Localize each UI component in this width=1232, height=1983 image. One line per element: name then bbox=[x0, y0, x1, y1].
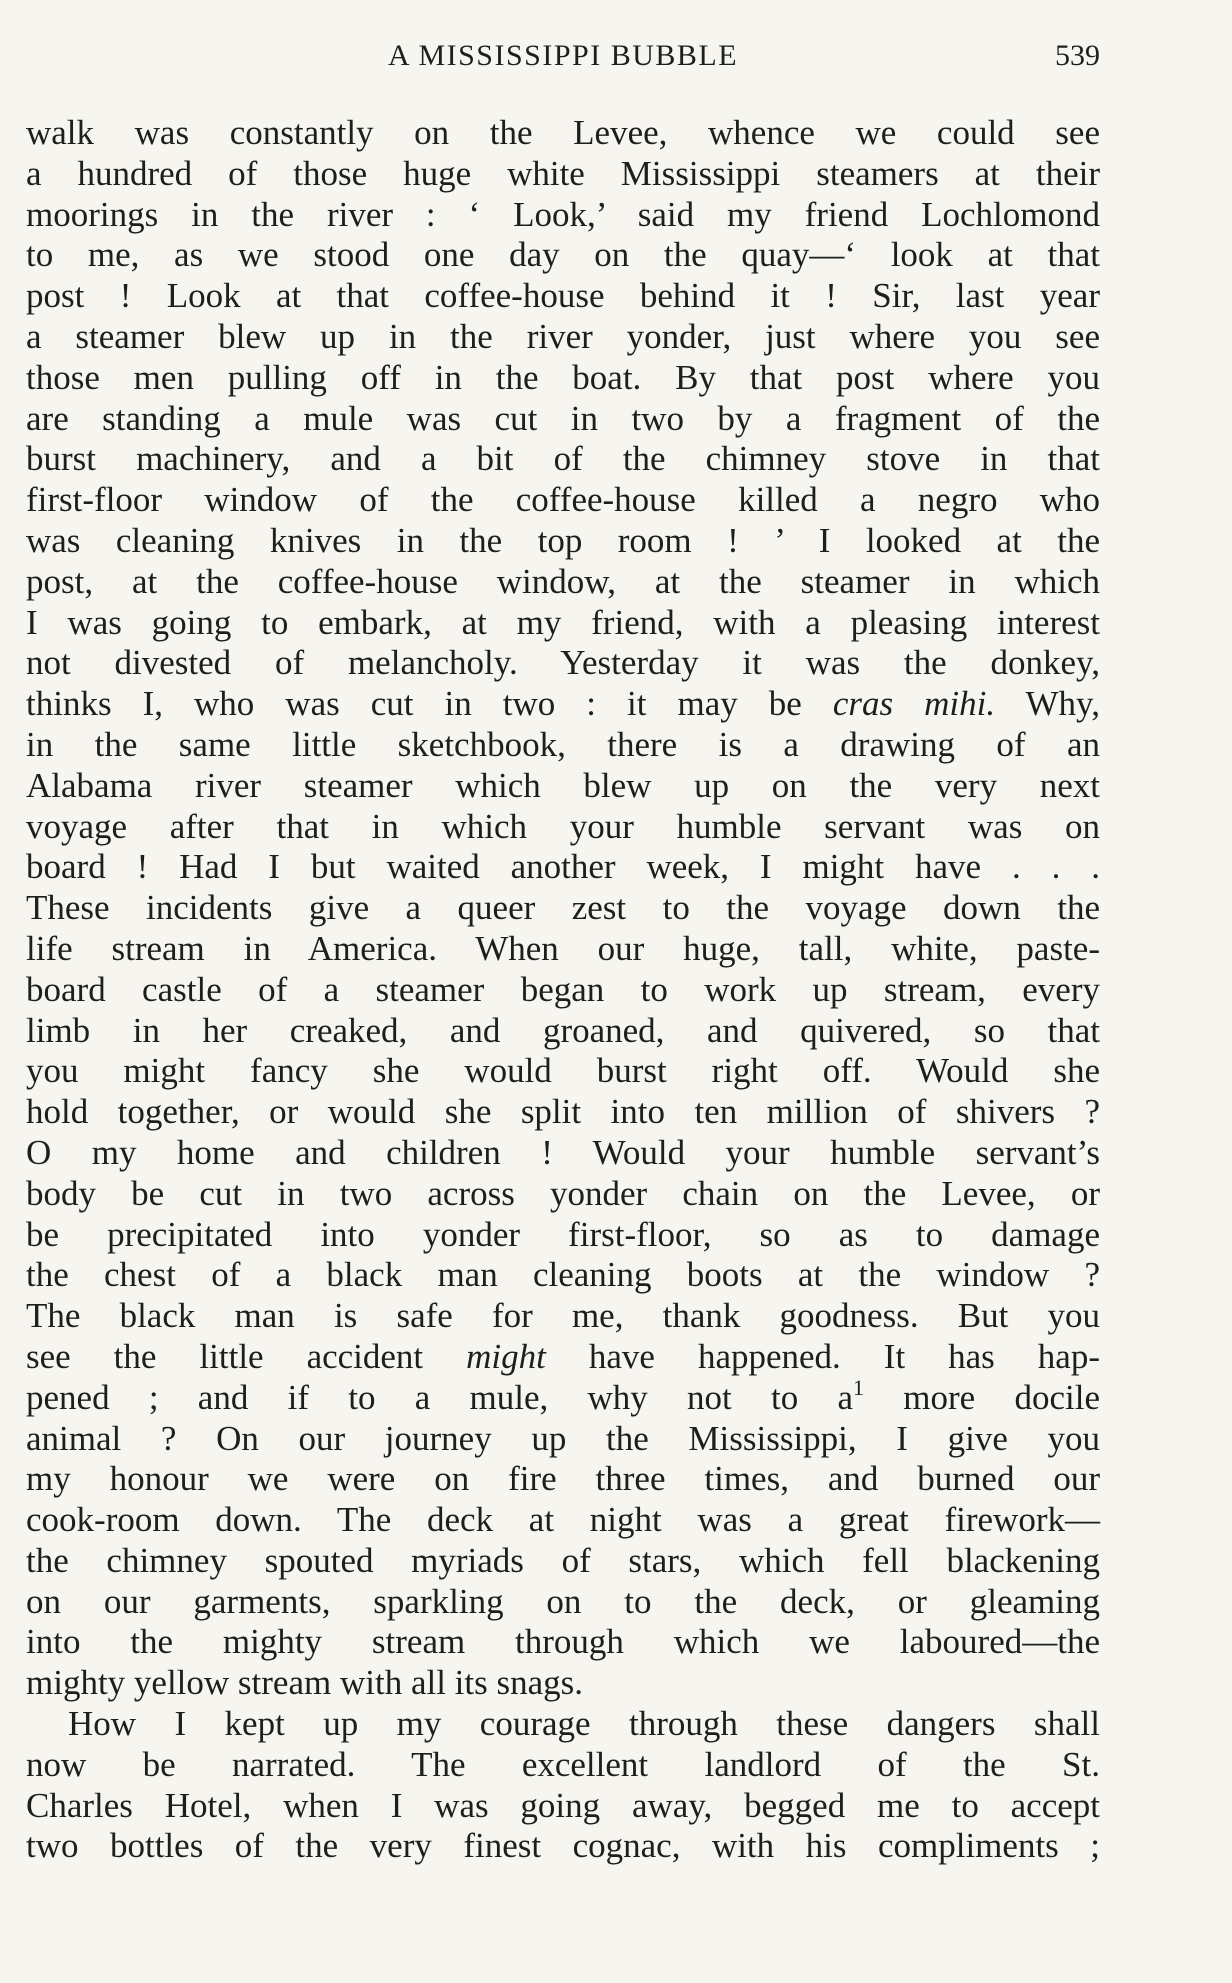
text-line: to me, as we stood one day on the quay—‘ look at that bbox=[26, 235, 1100, 275]
text-line: those men pulling off in the boat. By that post where you bbox=[26, 357, 1100, 397]
text-line: be precipitated into yonder first-floor, so as to damage bbox=[26, 1214, 1100, 1254]
text-line: post ! Look at that coffee-house behind it ! Sir, last year bbox=[26, 276, 1100, 316]
text-line: Charles Hotel, when I was going away, begged me to accept bbox=[26, 1785, 1100, 1825]
text-line: you might fancy she would burst right off. Would she bbox=[26, 1051, 1100, 1091]
text-line: cook-room down. The deck at night was a great firework— bbox=[26, 1500, 1100, 1540]
text-line bbox=[26, 1374, 1100, 1419]
text-line: Alabama river steamer which blew up on the very next bbox=[26, 765, 1100, 805]
text-line: a steamer blew up in the river yonder, just where you see bbox=[26, 316, 1100, 356]
text-line: first-floor window of the coffee-house killed a negro who bbox=[26, 480, 1100, 520]
text-line: animal ? On our journey up the Mississippi, I give you bbox=[26, 1418, 1100, 1458]
italic-text: might bbox=[466, 1336, 546, 1376]
text-line: now be narrated. The excellent landlord of the St. bbox=[26, 1744, 1100, 1784]
text-line: are standing a mule was cut in two by a fragment of the bbox=[26, 398, 1100, 438]
text-line: life stream in America. When our huge, tall, white, paste- bbox=[26, 928, 1100, 968]
text-run: pened ; and if to a mule, why not to a bbox=[26, 1377, 854, 1417]
running-head bbox=[26, 34, 1100, 78]
paragraph-last-line: mighty yellow stream with all its snags. bbox=[26, 1663, 584, 1703]
text-line: board castle of a steamer began to work up stream, every bbox=[26, 969, 1100, 1009]
text-line: limb in her creaked, and groaned, and quivered, so that bbox=[26, 1010, 1100, 1050]
text-run: Why, bbox=[995, 684, 1101, 724]
footnote-marker: 1 bbox=[853, 1374, 865, 1400]
text-line: my honour we were on fire three times, and burned our bbox=[26, 1459, 1100, 1499]
text-run: see the little accident bbox=[26, 1336, 467, 1376]
text-line: the chimney spouted myriads of stars, which fell blackening bbox=[26, 1540, 1100, 1580]
paragraph-first-line: How I kept up my courage through these dangers shall bbox=[68, 1704, 1100, 1744]
text-line: walk was constantly on the Levee, whence we could see bbox=[26, 113, 1100, 152]
text-run: have happened. It has hap- bbox=[545, 1336, 1100, 1376]
text-line: The black man is safe for me, thank goodness. But you bbox=[26, 1296, 1100, 1336]
text-line: I was going to embark, at my friend, with a pleasing interest bbox=[26, 602, 1100, 642]
running-title: A MISSISSIPPI BUBBLE bbox=[387, 39, 739, 72]
text-line: hold together, or would she split into ten million of shivers ? bbox=[26, 1092, 1100, 1132]
body-text bbox=[26, 113, 1100, 1867]
text-line: two bottles of the very finest cognac, with his compliments ; bbox=[26, 1826, 1100, 1866]
text-line: into the mighty stream through which we laboured—the bbox=[26, 1622, 1100, 1662]
italic-text: cras mihi. bbox=[832, 684, 996, 724]
text-line: moorings in the river : ‘ Look,’ said my friend Lochlomond bbox=[26, 194, 1100, 234]
text-line: not divested of melancholy. Yesterday it was the donkey, bbox=[26, 643, 1100, 683]
text-line: O my home and children ! Would your humble servant’s bbox=[26, 1132, 1100, 1172]
text-line: the chest of a black man cleaning boots at the window ? bbox=[26, 1255, 1100, 1295]
text-line: These incidents give a queer zest to the voyage down the bbox=[26, 888, 1100, 928]
text-line: voyage after that in which your humble servant was on bbox=[26, 806, 1100, 846]
text-line: in the same little sketchbook, there is a drawing of an bbox=[26, 724, 1100, 764]
page-number: 539 bbox=[1055, 39, 1100, 72]
text-line: was cleaning knives in the top room ! ’ I looked at the bbox=[26, 520, 1100, 560]
text-line: body be cut in two across yonder chain on the Levee, or bbox=[26, 1173, 1100, 1213]
text-line: on our garments, sparkling on to the deck, or gleaming bbox=[26, 1581, 1100, 1621]
text-line: a hundred of those huge white Mississippi steamers at their bbox=[26, 153, 1100, 193]
text-line: post, at the coffee-house window, at the steamer in which bbox=[26, 561, 1100, 601]
text-line: board ! Had I but waited another week, I might have . . . bbox=[26, 847, 1100, 887]
text-run: more docile bbox=[864, 1377, 1100, 1417]
text-line bbox=[26, 684, 1100, 725]
text-line bbox=[26, 1337, 1100, 1378]
text-line: burst machinery, and a bit of the chimney stove in that bbox=[26, 439, 1100, 479]
text-run: thinks I, who was cut in two : it may be bbox=[26, 684, 833, 724]
